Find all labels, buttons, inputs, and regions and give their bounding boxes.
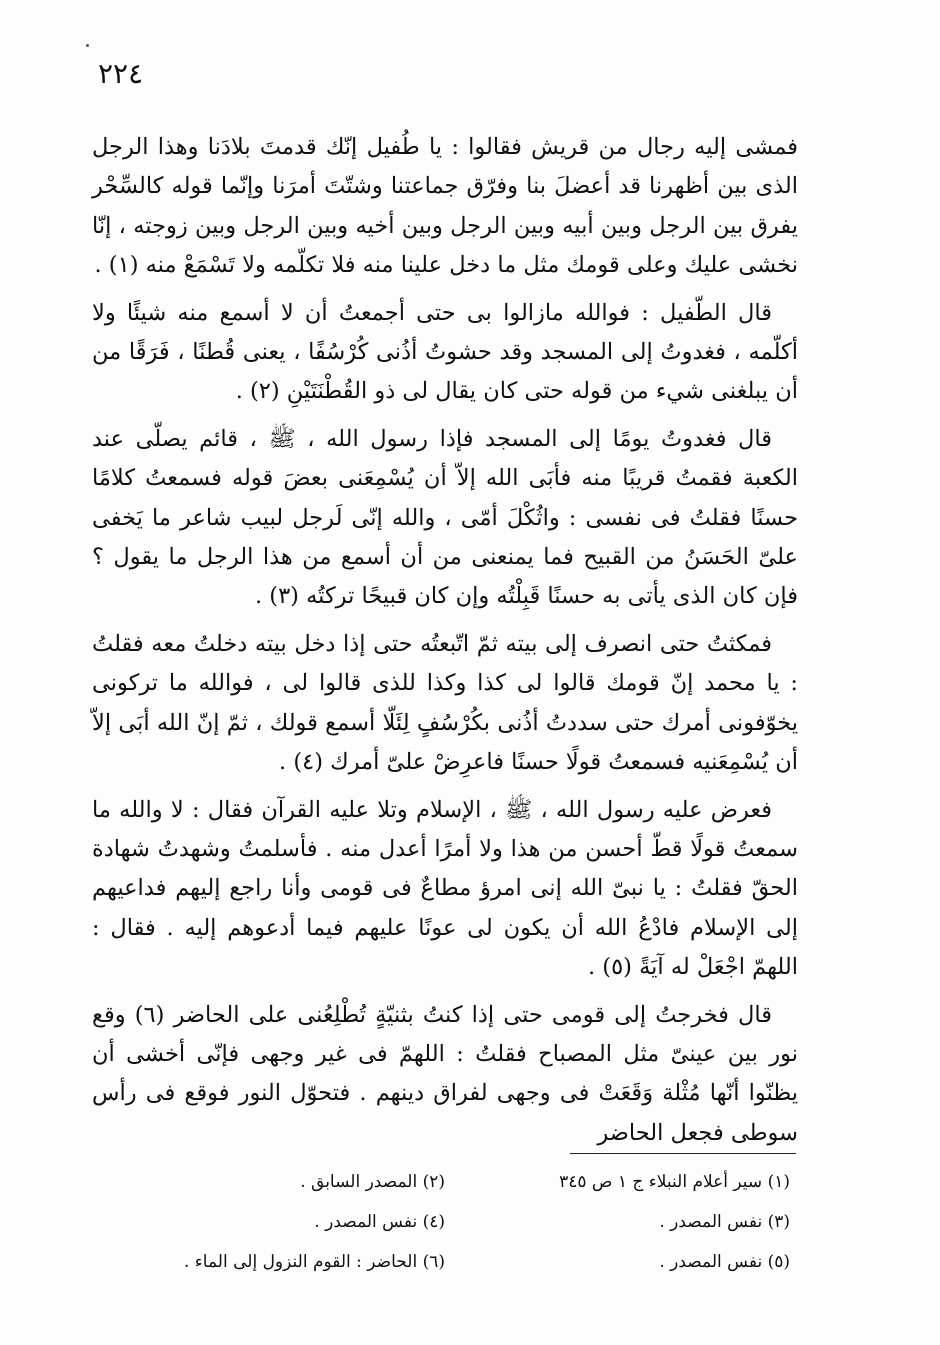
ink-speck: [86, 44, 89, 47]
page-number: ٢٢٤: [98, 57, 144, 90]
paragraph-3: قال فغدوتُ يومًا إلى المسجد فإذا رسول الله ، ﷺ ، قائم يصلّى عند الكعبة فقمتُ قريبًا منه فأبَى الله إلاّ أن يُسْمِعَنى بعضَ قوله فسمعتُ كلامًا حسنًا فقلتُ فى نفسى : واثُكْلَ أمّى ، والله إنّى لَرجل لبيب شاعر ما يَخفى علىّ الحَسَنُ من القبيح فما يمنعنى من أن أسمع من هذا الرجل ما يقول ؟ فإن كان الذى يأتى به حسنًا قَبِلْتُه وإن كان قبيحًا تركتُه (٣) .: [92, 425, 798, 610]
footnote-6: (٦) الحاضر : القوم النزول إلى الماء .: [183, 1252, 445, 1272]
footnote-2: (٢) المصدر السابق .: [300, 1172, 445, 1192]
body-text: [92, 128, 798, 1161]
footnote-3: (٣) نفس المصدر .: [659, 1212, 790, 1232]
paragraph-2: قال الطّفيل : فوالله مازالوا بى حتى أجمعتُ أن لا أسمع منه شيئًا ولا أكلّمه ، فغدوتُ إلى المسجد وقد حشوتُ أذُنى كُرْسُفًا ، يعنى قُطنًا ، فَرَقًا من أن يبلغنى شيء من قوله حتى كان يقال لى ذو القُطْنَتَيْنِ (٢) .: [92, 299, 798, 405]
footnote-5: (٥) نفس المصدر .: [659, 1252, 790, 1272]
paragraph-4: فمكثتُ حتى انصرف إلى بيته ثمّ اتّبعتُه حتى إذا دخل بيته دخلتُ معه فقلتُ : يا محمد إنّ قومك قالوا لى كذا وكذا للذى قالوا لى ، فوالله ما تركونى يخوّفونى أمرك حتى سددتُ أذُنى بكُرْسُفٍ لِئَلّا أسمع قولك ، ثمّ إنّ الله أبَى إلاّ أن يُسْمِعَنيه فسمعتُ قولًا حسنًا فاعرِضْ علىّ أمرك (٤) .: [92, 630, 798, 776]
paragraph-6: قال فخرجتُ إلى قومى حتى إذا كنتُ بثنيّةٍ تُطْلِعُنى على الحاضر (٦) وقع نور بين عينىّ مثل المصباح فقلتُ : اللهمّ فى غير وجهى فإنّى أخشى أن يظنّوا أنّها مُثْلة وَقَعَتْ فى وجهى لفراق دينهم . فتحوّل النور فوقع فى رأس سوطى فجعل الحاضر: [92, 1001, 798, 1146]
paragraph-5: فعرض عليه رسول الله ، ﷺ ، الإسلام وتلا عليه القرآن فقال : لا والله ما سمعتُ قولًا قطّ أحسن من هذا ولا أمرًا أعدل منه . فأسلمتُ وشهدتُ شهادة الحقّ فقلتُ : يا نبىّ الله إنى امرؤ مطاعٌ فى قومى وأنا راجع إليهم فداعيهم إلى الإسلام فادْعُ الله أن يكون لى عونًا عليهم فيما أدعوهم إليه . فقال : اللهمّ اجْعَلْ له آيَةً (٥) .: [92, 796, 798, 981]
footnote-4: (٤) نفس المصدر .: [314, 1212, 445, 1232]
footnotes: [100, 1162, 790, 1282]
footnote-separator: [570, 1153, 796, 1154]
footnote-1: (١) سير أعلام النبلاء ج ١ ص ٣٤٥: [559, 1172, 790, 1192]
paragraph-1: فمشى إليه رجال من قريش فقالوا : يا طُفيل إنّك قدمتَ بلادَنا وهذا الرجل الذى بين أظهرنا قد أعضلَ بنا وفرّق جماعتنا وشتّتَ أمرَنا وإنّما قوله كالسِّحْر يفرق بين الرجل وبين أبيه وبين الرجل وبين أخيه وبين الرجل وبين زوجته ، إنّا نخشى عليك وعلى قومك مثل ما دخل علينا منه فلا تكلّمه ولا تَسْمَعْ منه (١) .: [92, 134, 798, 279]
